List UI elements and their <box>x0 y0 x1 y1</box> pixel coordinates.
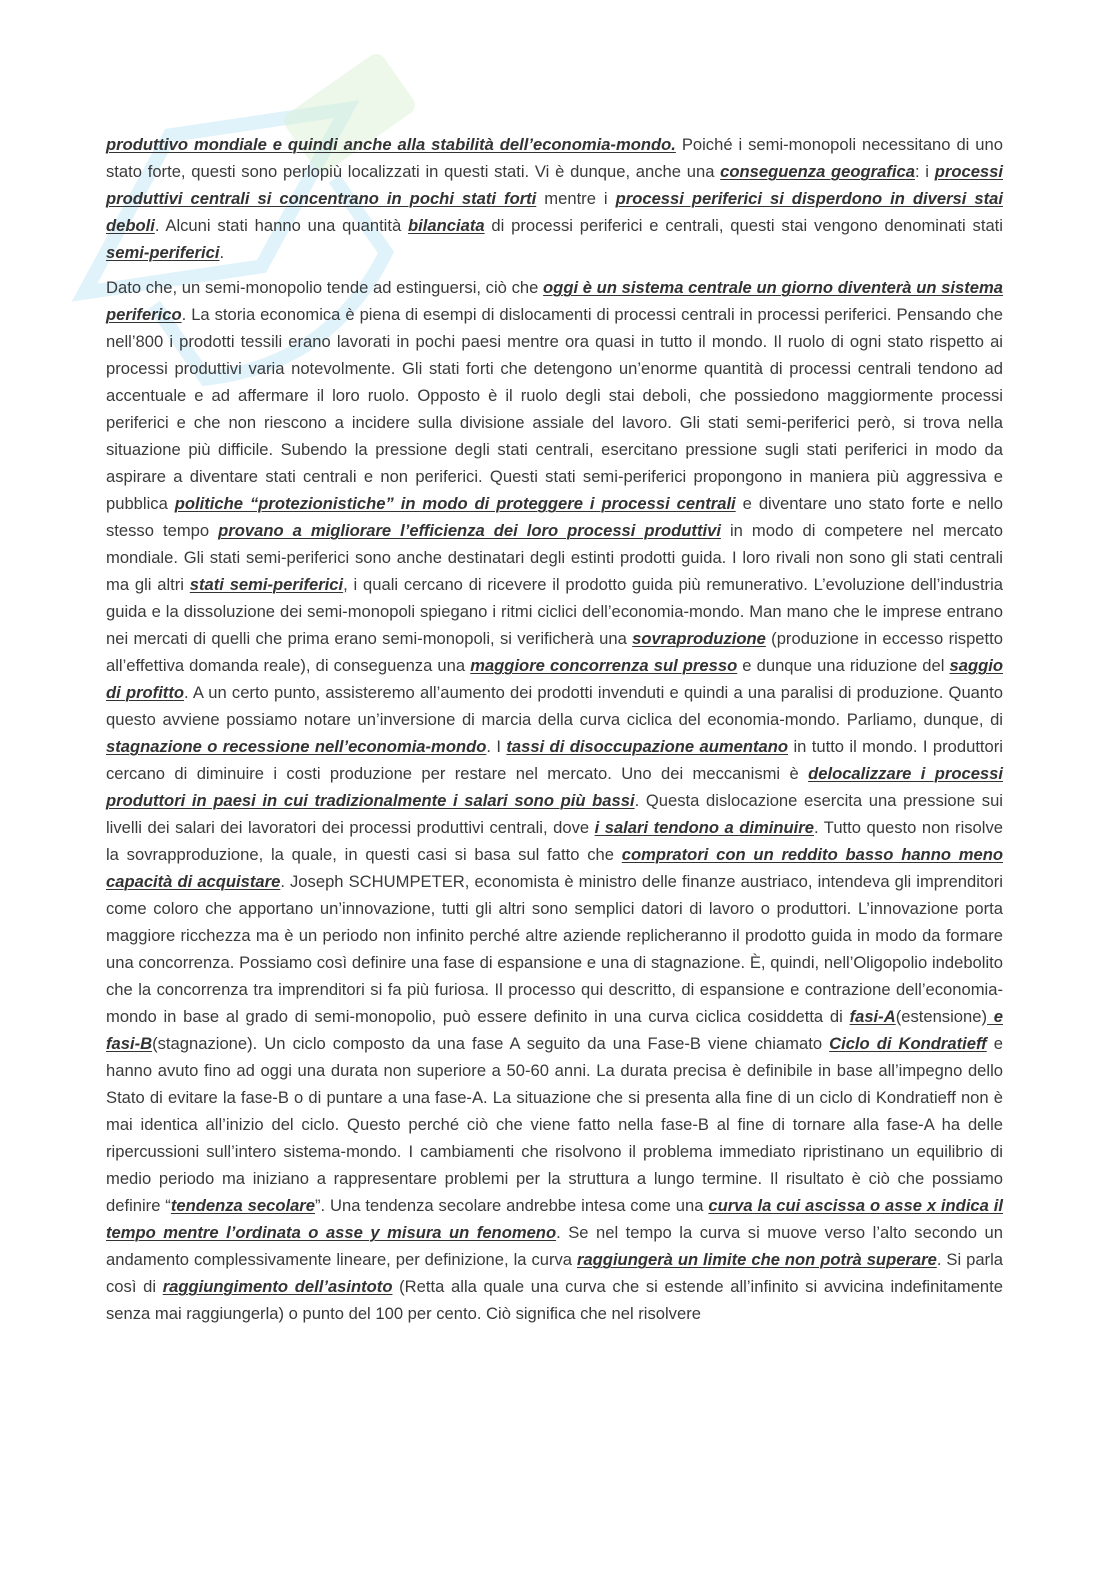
emphasized-phrase: fasi-A <box>849 1007 896 1026</box>
text-run: . Tutto questo non risolve la sovrapproduzione, la quale, in questi casi si basa sul fatto che <box>106 818 1003 864</box>
emphasized-phrase: compratori con un reddito basso hanno meno capacità di acquistare <box>106 845 1003 891</box>
text-run: : i <box>914 162 935 181</box>
emphasized-phrase: provano a migliorare l’efficienza dei loro processi produttivi <box>218 521 721 540</box>
emphasized-phrase: saggio di profitto <box>106 656 1003 702</box>
paragraph-1 <box>106 131 1003 266</box>
text-run: Dato che, un semi-monopolio tende ad estinguersi, ciò che <box>106 278 544 297</box>
emphasized-phrase: maggiore concorrenza sul presso <box>470 656 738 675</box>
emphasized-phrase: raggiungerà un limite che non potrà superare <box>576 1250 937 1269</box>
emphasized-phrase: oggi è un sistema centrale un giorno diventerà un sistema periferico <box>106 278 1003 324</box>
emphasized-phrase: semi-periferici <box>106 243 220 262</box>
text-run: . I <box>486 737 507 756</box>
text-run: (Retta alla quale una curva che si estende all’infinito si avvicina indefinitamente senza mai raggiungerla) o punto del 100 per cento. Ciò significa che nel risolvere <box>106 1277 1003 1323</box>
emphasized-phrase: bilanciata <box>408 216 485 235</box>
emphasized-phrase: produttivo mondiale e quindi anche alla stabilità dell’economia-mondo. <box>106 135 676 154</box>
text-run: (stagnazione). Un ciclo composto da una fase A seguito da una Fase-B viene chiamato <box>152 1034 830 1053</box>
emphasized-phrase: raggiungimento dell’asintoto <box>162 1277 393 1296</box>
emphasized-phrase: processi produttivi centrali si concentrano in pochi stati forti <box>106 162 1003 208</box>
emphasized-phrase: Ciclo di Kondratieff <box>829 1034 987 1053</box>
paragraph-2 <box>106 274 1003 1327</box>
text-run: . La storia economica è piena di esempi di dislocamenti di processi centrali in processi periferici. Pensando che nell’800 i prodotti tessili erano lavorati in pochi paesi mentre ora quasi in tutto il mondo. Il ruolo di ogni stato rispetto ai processi produttivi varia notevolmente. Gli stati forti che detengono un’enorme quantità di processi centrali tendono ad accentuale e ad affermare il loro ruolo. Opposto è il ruolo degli stai deboli, che possiedono maggiormente processi periferici e che non riescono a incidere sulla divisione assiale del lavoro. Gli stati semi-periferici però, si trova nella situazione più difficile. Subendo la pressione degli stati centrali, esercitano pressione sugli stati periferici in modo da aspirare a diventare stati centrali e non periferici. Questi stati semi-periferici propongono in maniera più aggressiva e pubblica <box>106 305 1003 513</box>
text-run: . <box>219 243 225 262</box>
emphasized-phrase: tendenza secolare <box>170 1196 315 1215</box>
emphasized-phrase: politiche “protezionistiche” in modo di proteggere i processi centrali <box>174 494 736 513</box>
text-run: ”. Una tendenza secolare andrebbe intesa come una <box>315 1196 709 1215</box>
text-run: e hanno avuto fino ad oggi una durata non superiore a 50-60 anni. La durata precisa è definibile in base all’impegno dello Stato di evitare la fase-B o di puntare a una fase-A. La situazione che si presenta alla fine di un ciclo di Kondratieff non è mai identica all’inizio del ciclo. Questo perché ciò che viene fatto nella fase-B al fine di tornare alla fase-A ha delle ripercussioni sull’intero sistema-mondo. I cambiamenti che risolvono il problema immediato ripristinano un equilibrio di medio periodo ma iniziano a rappresentare problemi per la struttura a lungo termine. Il risultato è ciò che possiamo definire “ <box>106 1034 1003 1215</box>
text-run: (estensione) <box>895 1007 988 1026</box>
emphasized-phrase: delocalizzare i processi produttori in paesi in cui tradizionalmente i salari sono più bassi <box>106 764 1003 810</box>
text-run: in modo di competere nel mercato mondiale. Gli stati semi-periferici sono anche destinatari degli estinti prodotti guida. I loro rivali non sono gli stati centrali ma gli altri <box>106 521 1003 594</box>
emphasized-phrase: processi periferici si disperdono in diversi stai deboli <box>106 189 1003 235</box>
text-run: in tutto il mondo. I produttori cercano di diminuire i costi produzione per restare nel mercato. Uno dei meccanismi è <box>106 737 1003 783</box>
text-run: Poiché i semi-monopoli necessitano di uno stato forte, questi sono perlopiù localizzati in questi stati. Vi è dunque, anche una <box>106 135 1003 181</box>
text-run: e diventare uno stato forte e nello stesso tempo <box>106 494 1004 540</box>
text-run: . Se nel tempo la curva si muove verso l’alto secondo un andamento complessivamente lineare, per definizione, la curva <box>106 1223 1003 1269</box>
text-run: e dunque una riduzione del <box>737 656 950 675</box>
emphasized-phrase: e fasi-B <box>106 1007 1003 1053</box>
emphasized-phrase: tassi di disoccupazione aumentano <box>506 737 789 756</box>
text-run: di processi periferici e centrali, questi stai vengono denominati stati <box>484 216 1003 235</box>
emphasized-phrase: i salari tendono a diminuire <box>594 818 814 837</box>
emphasized-phrase: stati semi-periferici <box>189 575 344 594</box>
text-run: . Joseph SCHUMPETER, economista è ministro delle finanze austriaco, intendeva gli imprenditori come coloro che apportano un’innovazione, tutti gli altri sono semplici datori di lavoro o produttori. L’innovazione porta maggiore ricchezza ma è un periodo non infinito perché altre aziende replicheranno il prodotto guida in modo da formare una concorrenza. Possiamo così definire una fase di espansione e una di stagnazione. È, quindi, nell’Oligopolio indebolito che la concorrenza tra imprenditori si fa più furiosa. Il processo qui descritto, di espansione e contrazione dell’economia-mondo in base al grado di semi-monopolio, può essere definito in una curva ciclica cosiddetta di <box>106 872 1003 1026</box>
emphasized-phrase: curva la cui ascissa o asse x indica il tempo mentre l’ordinata o asse y misura un fenomeno <box>106 1196 1003 1242</box>
emphasized-phrase: sovraproduzione <box>632 629 766 648</box>
text-run: (produzione in eccesso rispetto all’effettiva domanda reale), di conseguenza una <box>106 629 1003 675</box>
text-run: . Si parla così di <box>106 1250 1003 1296</box>
text-run: , i quali cercano di ricevere il prodotto guida più remunerativo. L’evoluzione dell’industria guida e la dissoluzione dei semi-monopoli spiegano i ritmi ciclici dell’economia-mondo. Man mano che le imprese entrano nei mercati di quelli che prima erano semi-monopoli, si verificherà una <box>106 575 1004 648</box>
text-run: . Alcuni stati hanno una quantità <box>154 216 409 235</box>
emphasized-phrase: stagnazione o recessione nell’economia-mondo <box>106 737 487 756</box>
text-run: . Questa dislocazione esercita una pressione sui livelli dei salari dei lavoratori dei processi produttivi centrali, dove <box>106 791 1003 837</box>
emphasized-phrase: conseguenza geografica <box>720 162 915 181</box>
document-body <box>106 131 1003 1335</box>
text-run: mentre i <box>536 189 616 208</box>
text-run: . A un certo punto, assisteremo all’aumento dei prodotti invenduti e quindi a una paralisi di produzione. Quanto questo avviene possiamo notare un’inversione di marcia della curva ciclica del economia-mondo. Parliamo, dunque, di <box>106 683 1003 729</box>
